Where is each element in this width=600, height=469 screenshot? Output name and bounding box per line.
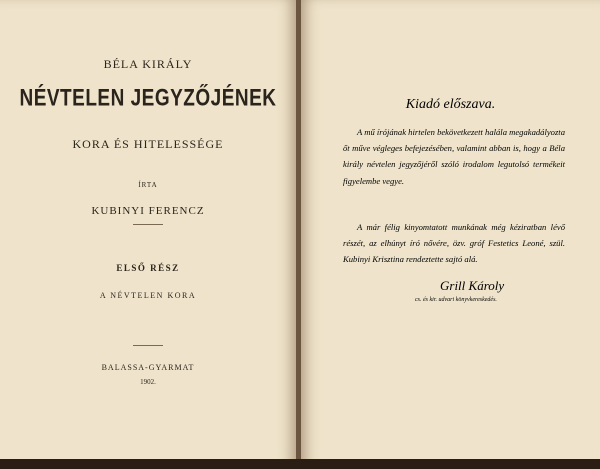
left-page [0, 0, 296, 469]
preface-paragraph: A már félig kinyomtatott munkának még kéziratban lévő részét, az elhúnyt író nővére, özv. gróf Festetics Leoné, szül. Kubinyi Krisztina rendeztette sajtó alá. [343, 222, 565, 265]
part-title: A NÉVTELEN KORA [99, 291, 197, 300]
by-label: ÍRTA [138, 181, 158, 189]
part-label: ELSŐ RÉSZ [116, 263, 180, 273]
main-title: NÉVTELEN JEGYZŐJÉNEK [19, 85, 277, 112]
preface-paragraph: A mű írójának hirtelen bekövetkezett halála megakadályozta őt műve végleges befejezésében, valamint abban is, hogy a Béla király névtelen jegyzőjéről szóló irodalom legutolsó termékeit figyelembe vegye. [343, 127, 565, 186]
publication-year: 1902. [140, 378, 156, 386]
author-name: KUBINYI FERENCZ [91, 205, 205, 217]
subtitle: KORA ÉS HITELESSÉGE [72, 137, 224, 151]
preface-heading: Kiadó előszava. [405, 97, 496, 112]
author-line: BÉLA KIRÁLY [103, 57, 193, 71]
signature-name: Grill Károly [440, 278, 505, 293]
book-bottom-edge [0, 459, 600, 469]
divider-rule [133, 345, 163, 346]
place-of-publication: BALASSA-GYARMAT [101, 363, 195, 372]
divider-rule [133, 224, 163, 225]
signature-role: cs. és kir. udvari könyvkereskedés. [415, 297, 497, 303]
